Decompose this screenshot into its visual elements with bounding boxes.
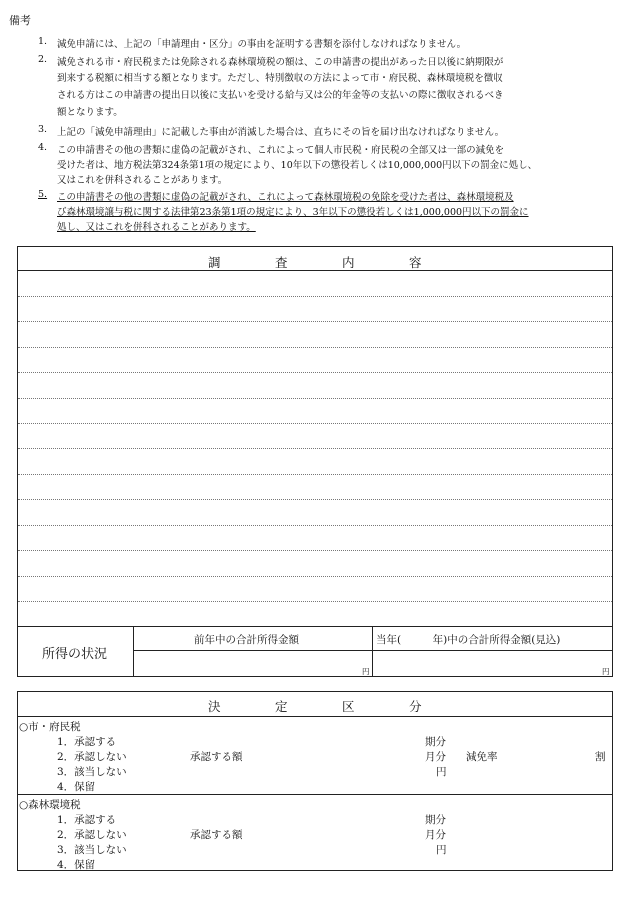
forest-tax-section-title: ○森林環境税 (19, 799, 81, 811)
reduction-rate-label: 減免率 (466, 751, 498, 763)
note-2-line-4: 額となります。 (57, 107, 123, 118)
note-5-number: 5. (38, 189, 48, 200)
note-3-number: 3. (38, 124, 48, 135)
forest-tax-month-unit: 月分 (425, 829, 446, 841)
city-tax-yen-unit: 円 (436, 766, 447, 778)
decision-header-char-2: 定 (275, 699, 288, 714)
city-tax-approved-amount-label: 承認する額 (190, 751, 243, 763)
decision-header-char-4: 分 (409, 699, 422, 714)
note-1-number: 1. (38, 36, 48, 47)
forest-tax-option-reject[interactable]: 2．承認しない (57, 829, 127, 841)
curr-year-income-label: 当年( 年)中の合計所得金額(見込) (376, 634, 561, 646)
note-5-line-1: この申請書その他の書類に虚偽の記載がされ、これによって森林環境税の免除を受けた者は、森林環境税及 (57, 192, 514, 203)
city-tax-section-title: ○市・府民税 (19, 721, 81, 733)
note-5-line-2: び森林環境譲与税に関する法律第23条第1項の規定により、3年以下の懲役若しくは1,000,000円以下の罰金に (57, 207, 529, 218)
note-4-line-1: この申請書その他の書類に虚偽の記載がされ、これによって個人市民税・府民税の全部又は一部の減免を (57, 145, 505, 156)
investigation-header-char-1: 調 (208, 255, 221, 270)
forest-tax-approved-amount-label: 承認する額 (190, 829, 243, 841)
decision-header-divider (17, 716, 613, 717)
forest-tax-option-not-applicable[interactable]: 3．該当しない (57, 844, 127, 856)
decision-header-char-1: 決 (208, 699, 221, 714)
investigation-header-divider (17, 270, 613, 271)
income-status-label: 所得の状況 (42, 647, 108, 662)
income-row-top (17, 626, 613, 627)
city-tax-option-not-applicable[interactable]: 3．該当しない (57, 766, 127, 778)
curr-year-income-field[interactable] (373, 651, 612, 676)
city-tax-option-pending[interactable]: 4．保留 (57, 781, 96, 793)
forest-tax-option-approve[interactable]: 1．承認する (57, 814, 117, 826)
city-tax-option-approve[interactable]: 1．承認する (57, 736, 117, 748)
investigation-header-char-4: 容 (409, 255, 422, 270)
forest-tax-yen-unit: 円 (436, 844, 447, 856)
note-1-line-1: 減免申請には、上記の「申請理由・区分」の事由を証明する書類を添付しなければなりません。 (57, 39, 467, 50)
investigation-header-char-2: 査 (275, 255, 288, 270)
prev-year-income-field[interactable] (134, 651, 371, 676)
notes-title: 備考 (9, 14, 31, 27)
note-4-line-2: 受けた者は、地方税法第324条第1項の規定により、10年以下の懲役若しくは10,000,000円以下の罰金に処し、 (57, 160, 538, 171)
curr-year-yen-unit: 円 (602, 667, 610, 676)
reduction-rate-unit: 割 (595, 751, 606, 763)
note-3-line-1: 上記の「減免申請理由」に記載した事由が消滅した場合は、直ちにその旨を届け出なければなりません。 (57, 127, 505, 138)
note-4-number: 4. (38, 142, 48, 153)
note-2-line-1: 減免される市・府民税または免除される森林環境税の額は、この申請書の提出があった日以後に納期限が (57, 57, 504, 68)
prev-year-yen-unit: 円 (362, 667, 370, 676)
city-tax-period-unit: 期分 (425, 736, 446, 748)
prev-year-income-label: 前年中の合計所得金額 (194, 634, 299, 646)
decision-header-char-3: 区 (342, 699, 355, 714)
decision-section-divider (17, 794, 613, 795)
forest-tax-option-pending[interactable]: 4．保留 (57, 859, 96, 871)
note-2-line-3: される方はこの申請書の提出日以後に支払いを受ける給与又は公的年金等の支払いの際に徴収されるべき (57, 90, 504, 101)
note-2-line-2: 到来する税額に相当する額となります。ただし、特別徴収の方法によって市・府民税、森林環境税を徴収 (57, 73, 503, 84)
note-5-line-3: 処し、又はこれを併科されることがあります。 (57, 222, 256, 233)
note-4-line-3: 又はこれを併科されることがあります。 (57, 175, 228, 186)
note-2-number: 2. (38, 54, 48, 65)
city-tax-month-unit: 月分 (425, 751, 446, 763)
investigation-table (17, 246, 613, 677)
investigation-header-char-3: 内 (342, 255, 355, 270)
city-tax-option-reject[interactable]: 2．承認しない (57, 751, 127, 763)
forest-tax-period-unit: 期分 (425, 814, 446, 826)
